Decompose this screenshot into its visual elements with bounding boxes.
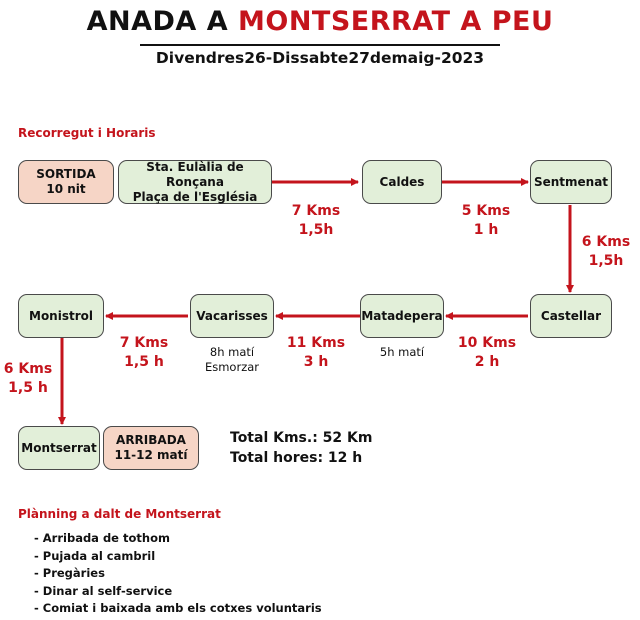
- santa-eulalia-place: Plaça de l'Església: [132, 189, 258, 204]
- plan-item: - Comiat i baixada amb els cotxes voluntaris: [34, 601, 322, 615]
- leg-distance: 6 Kms: [581, 234, 631, 250]
- monistrol-label: Monistrol: [29, 308, 93, 323]
- note-matadepera: [360, 345, 444, 360]
- plan-item: - Pujada al cambril: [34, 548, 156, 563]
- caldes-label: Caldes: [379, 174, 425, 189]
- leg-distance: 10 Kms: [457, 335, 517, 351]
- node-santa-eulalia: [118, 160, 272, 204]
- title-part-1: ANADA A: [86, 6, 229, 37]
- leg-label-monistrol: [114, 334, 174, 372]
- santa-eulalia-name: Sta. Eulàlia de Ronçana: [146, 159, 244, 189]
- leg-distance: 11 Kms: [286, 335, 346, 351]
- leg-label-vacarisses: [286, 334, 346, 372]
- plan-section-title: Plànning a dalt de Montserrat: [18, 507, 221, 521]
- plan-list: [34, 530, 322, 618]
- leg-distance: 6 Kms: [3, 361, 53, 377]
- sortida-label: SORTIDA: [36, 167, 96, 181]
- leg-time: 1,5 h: [124, 354, 164, 370]
- node-sortida: [18, 160, 114, 204]
- leg-time: 2 h: [474, 354, 500, 370]
- total-kms: Total Kms.: 52 Km: [230, 430, 373, 446]
- node-monistrol: [18, 294, 104, 338]
- arribada-label: ARRIBADA: [116, 433, 186, 447]
- totals: [230, 428, 372, 468]
- leg-time: 1,5 h: [8, 380, 48, 396]
- sortida-time: 10 nit: [46, 182, 86, 196]
- node-matadepera: [360, 294, 444, 338]
- leg-time: 1,5h: [588, 253, 624, 269]
- vacarisses-note-time: 8h matí: [209, 345, 255, 359]
- leg-distance: 7 Kms: [291, 203, 341, 219]
- node-vacarisses: [190, 294, 274, 338]
- arribada-time: 11-12 matí: [114, 448, 188, 462]
- matadepera-label: Matadepera: [361, 308, 443, 323]
- leg-label-montserrat: [2, 360, 54, 398]
- leg-label-matadepera: [456, 334, 518, 372]
- node-caldes: [362, 160, 442, 204]
- route-section-title: Recorregut i Horaris: [18, 126, 156, 140]
- vacarisses-note-activity: Esmorzar: [204, 360, 260, 374]
- total-hours: Total hores: 12 h: [230, 450, 363, 466]
- leg-label-sentmenat: [456, 202, 516, 240]
- title-part-2: MONTSERRAT A PEU: [238, 6, 554, 37]
- plan-item: - Arribada de tothom: [34, 531, 170, 545]
- plan-item: - Pregàries: [34, 566, 105, 580]
- castellar-label: Castellar: [540, 308, 602, 323]
- node-arribada: [103, 426, 199, 470]
- matadepera-note: 5h matí: [379, 345, 425, 359]
- leg-distance: 7 Kms: [119, 335, 169, 351]
- montserrat-label: Montserrat: [21, 440, 97, 455]
- node-sentmenat: [530, 160, 612, 204]
- leg-time: 1 h: [473, 222, 499, 238]
- leg-label-caldes: [286, 202, 346, 240]
- leg-distance: 5 Kms: [461, 203, 511, 219]
- node-montserrat: [18, 426, 100, 470]
- plan-item: - Dinar al self-service: [34, 583, 173, 598]
- leg-label-castellar: [580, 233, 632, 271]
- sentmenat-label: Sentmenat: [533, 174, 609, 189]
- note-vacarisses: [190, 345, 274, 375]
- leg-time: 3 h: [303, 354, 329, 370]
- node-castellar: [530, 294, 612, 338]
- event-dates: Divendres26-Dissabte27demaig-2023: [155, 49, 485, 67]
- vacarisses-label: Vacarisses: [196, 308, 268, 323]
- leg-time: 1,5h: [298, 222, 334, 238]
